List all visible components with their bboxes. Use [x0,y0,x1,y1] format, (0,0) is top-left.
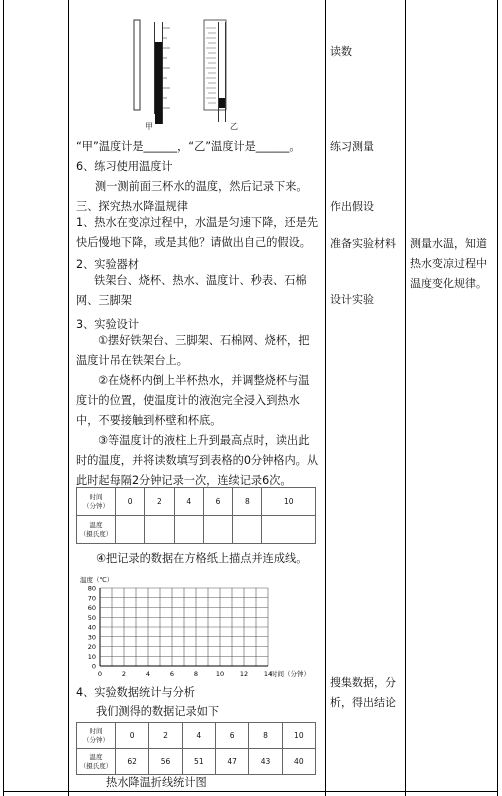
goal-text: 测量水温，知道热水变凉过程中温度变化规律。 [410,237,487,290]
grid-xtick: 0 [97,670,103,678]
grid-xtick: 14 [263,670,273,678]
activity-design: 设计实验 [330,293,374,306]
temperature-cell: 43 [249,749,282,775]
time-header: 时间 （分钟） [77,488,116,516]
table-border-right [497,0,498,796]
time-cell: 10 [282,723,315,749]
time-cell: 10 [262,488,316,516]
temperature-cell[interactable] [262,516,316,544]
grid-paper-chart [76,574,321,682]
temperature-cell[interactable] [203,516,232,544]
grid-xtick: 4 [145,670,151,678]
thermometer-illustration [120,18,260,136]
grid-ytick: 40 [87,623,96,632]
grid-ytick: 60 [87,604,96,612]
temperature-cell[interactable] [116,516,145,544]
grid-xlabel: 时间（分钟） [271,670,310,678]
temperature-header: 温度 （摄氏度） [77,749,116,775]
table-border-left [3,0,4,796]
temperature-cell: 56 [149,749,182,775]
grid-xtick: 6 [169,670,175,678]
section-6-heading: 6、练习使用温度计 [76,160,173,173]
temperature-header: 温度 （摄氏度） [77,516,116,544]
grid-ytick: 30 [87,633,96,642]
temperature-cell: 40 [282,749,315,775]
reading-question: “甲”温度计是______，“乙”温度计是______。 [76,140,301,153]
analysis-body: 我们测得的数据记录如下 [96,705,220,718]
materials-heading: 2、实验器材 [76,258,140,271]
time-cell: 2 [145,488,174,516]
activity-materials: 准备实验材料 [330,237,396,250]
activity-practice: 练习测量 [330,140,374,153]
activity-analysis: 搜集数据，分析，得出结论 [330,676,396,709]
grid-xtick: 2 [121,670,127,678]
time-cell: 4 [182,723,215,749]
grid-xtick: 10 [215,670,225,678]
table-divider-2 [325,0,326,796]
chart-caption: 热水降温折线统计图 [106,776,207,789]
step-4: ④把记录的数据在方格纸上描点并连成线。 [96,552,308,565]
time-cell: 8 [233,488,262,516]
table-border-bottom [3,791,498,792]
step-3: ③等温度计的液柱上升到最高点时，读出此时的温度，并将读数填写到表格的0分钟格内。从此时起每隔2分钟记录一次，连续记录6次。 [76,434,319,487]
temperature-cell: 62 [116,749,149,775]
time-cell: 2 [149,723,182,749]
label-yi: 乙 [230,122,238,131]
temperature-cell[interactable] [145,516,174,544]
step-2: ②在烧杯内倒上半杯热水，并调整烧杯与温度计的位置，使温度计的液泡完全浸入到热水中，不要接触到杯壁和杯底。 [76,374,310,427]
time-cell: 8 [249,723,282,749]
grid-xtick: 8 [193,670,199,678]
time-cell: 0 [116,723,149,749]
design-heading: 3、实验设计 [76,318,140,331]
label-jia: 甲 [145,122,153,131]
record-table-filled [76,722,316,775]
time-header: 时间 （分钟） [77,723,116,749]
record-table-empty [76,487,316,544]
grid-ylabel: 温度（℃） [80,576,114,584]
grid-xtick: 12 [239,670,249,678]
grid-ytick: 70 [87,594,96,603]
temperature-cell: 51 [182,749,215,775]
activity-reading: 读数 [330,45,352,58]
activity-hypothesis: 作出假设 [330,200,374,213]
step-1: ①摆好铁架台、三脚架、石棉网、烧杯，把温度计吊在铁架台上。 [76,334,310,367]
grid-ytick: 50 [87,613,96,622]
grid-ytick: 80 [87,584,96,593]
time-cell: 4 [174,488,203,516]
grid-ytick: 10 [87,652,96,661]
section-3-heading: 三、探究热水降温规律 [76,200,188,213]
section-6-body: 测一测前面三杯水的温度，然后记录下来。 [95,180,308,193]
temperature-cell: 47 [215,749,248,775]
time-cell: 6 [215,723,248,749]
time-cell: 0 [116,488,145,516]
analysis-heading: 4、实验数据统计与分析 [76,686,195,699]
table-divider-3 [405,0,406,796]
materials-list: 铁架台、烧杯、热水、温度计、秒表、石棉网、三脚架 [76,274,307,307]
grid-ytick: 0 [91,662,96,671]
temperature-cell[interactable] [174,516,203,544]
time-cell: 6 [203,488,232,516]
hypothesis-text: 1、热水在变凉过程中，水温是匀速下降，还是先快后慢地下降，或是其他？请做出自己的假设。 [76,216,319,249]
temperature-cell[interactable] [233,516,262,544]
grid-ytick: 20 [87,643,96,651]
table-divider-1 [68,0,69,796]
